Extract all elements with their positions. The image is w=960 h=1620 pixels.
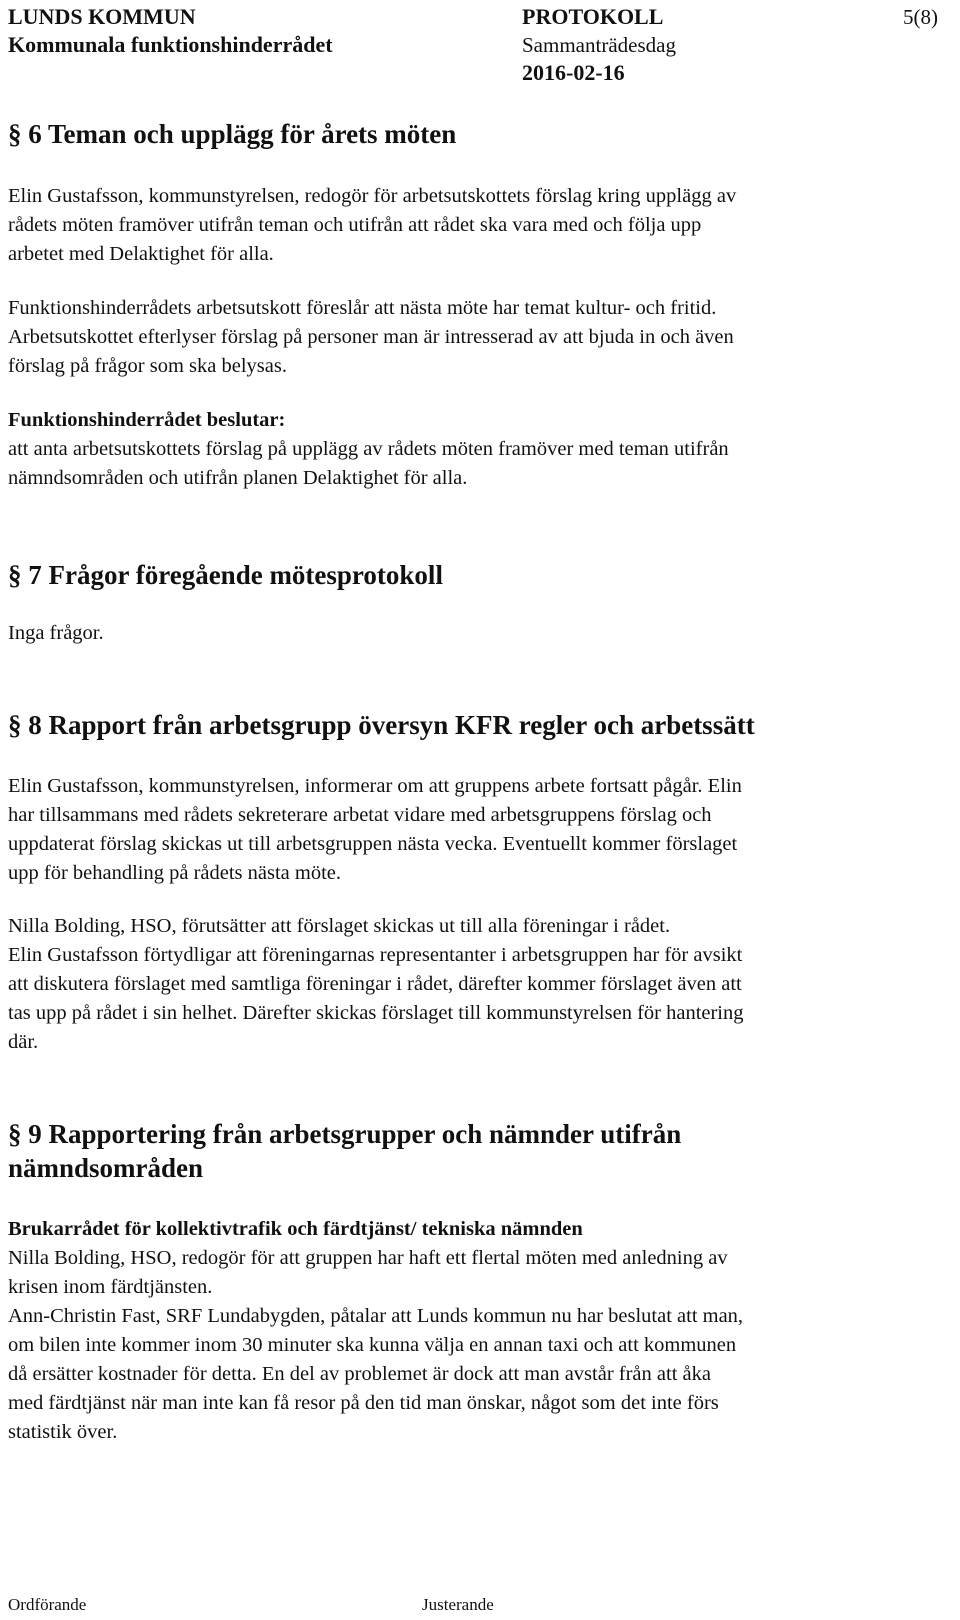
adjuster-label: Justerande [422,1595,494,1614]
text-line: förslag på frågor som ska belysas. [8,355,287,377]
section-7-paragraph [8,619,104,648]
text-line: har tillsammans med rådets sekreterare arbetat vidare med arbetsgruppens förslag och [8,804,712,826]
text-line: arbetet med Delaktighet för alla. [8,243,274,265]
section-6-heading: § 6 Teman och upplägg för årets möten [8,119,457,149]
section-8-paragraph-2 [8,912,744,1057]
text-line: Arbetsutskottet efterlyser förslag på personer man är intresserad av att bjuda in och även [8,326,734,348]
text-line: upp för behandling på rådets nästa möte. [8,862,342,884]
text-line: tas upp på rådet i sin helhet. Därefter skickas förslaget till kommunstyrelsen för hantering [8,1002,744,1024]
text-line: Inga frågor. [8,622,104,644]
text-line: uppdaterat förslag skickas ut till arbetsgruppen nästa vecka. Eventuellt kommer förslaget [8,833,738,855]
section-9-body [8,1215,743,1447]
council-name: Kommunala funktionshinderrådet [8,32,333,57]
text-line: Ann-Christin Fast, SRF Lundabygden, påtalar att Lunds kommun nu har beslutat att man, [8,1305,744,1327]
section-8-paragraph-1 [8,772,742,888]
text-line: statistik över. [8,1421,118,1443]
text-line: där. [8,1031,39,1053]
subheading: Brukarrådet för kollektivtrafik och färdtjänst/ tekniska nämnden [8,1218,583,1240]
text-line: Funktionshinderrådets arbetsutskott föreslår att nästa möte har temat kultur- och fritid. [8,297,717,319]
section-6-paragraph-2 [8,294,734,381]
text-line: om bilen inte kommer inom 30 minuter ska kunna välja en annan taxi och att kommunen [8,1334,737,1356]
org-name: LUNDS KOMMUN [8,4,196,29]
decision-label: Funktionshinderrådet beslutar: [8,409,286,431]
text-line: Nilla Bolding, HSO, redogör för att gruppen har haft ett flertal möten med anledning av [8,1247,728,1269]
text-line: rådets möten framöver utifrån teman och utifrån att rådet ska vara med och följa upp [8,214,702,236]
meeting-type: Sammanträdesdag [522,33,676,57]
text-line: Elin Gustafsson, kommunstyrelsen, redogör för arbetsutskottets förslag kring upplägg av [8,185,737,207]
text-line: Nilla Bolding, HSO, förutsätter att förslaget skickas ut till alla föreningar i rådet. [8,915,671,937]
section-7-heading: § 7 Frågor föregående mötesprotokoll [8,560,443,590]
page-number: 5(8) [903,5,938,29]
heading-line: § 9 Rapportering från arbetsgrupper och nämnder utifrån [8,1119,682,1149]
heading-line: nämndsområden [8,1153,204,1183]
text-line: att diskutera förslaget med samtliga föreningar i rådet, därefter kommer förslaget även att [8,973,742,995]
text-line: nämndsområden och utifrån planen Delaktighet för alla. [8,467,468,489]
section-9-heading [8,1117,681,1185]
section-6-paragraph-1 [8,182,736,269]
chair-label: Ordförande [8,1595,87,1614]
text-line: krisen inom färdtjänsten. [8,1276,213,1298]
text-line: att anta arbetsutskottets förslag på upplägg av rådets möten framöver med teman utifrån [8,438,729,460]
text-line: Elin Gustafsson förtydligar att föreningarnas representanter i arbetsgruppen har för avsikt [8,944,743,966]
meeting-date: 2016-02-16 [522,60,625,85]
section-8-heading: § 8 Rapport från arbetsgrupp översyn KFR regler och arbetssätt [8,710,755,740]
doc-type: PROTOKOLL [522,4,664,29]
text-line: Elin Gustafsson, kommunstyrelsen, informerar om att gruppens arbete fortsatt pågår. Elin [8,775,742,797]
text-line: med färdtjänst när man inte kan få resor på den tid man önskar, något som det inte förs [8,1392,719,1414]
text-line: då ersätter kostnader för detta. En del av problemet är dock att man avstår från att åka [8,1363,711,1385]
section-6-decision [8,406,729,493]
